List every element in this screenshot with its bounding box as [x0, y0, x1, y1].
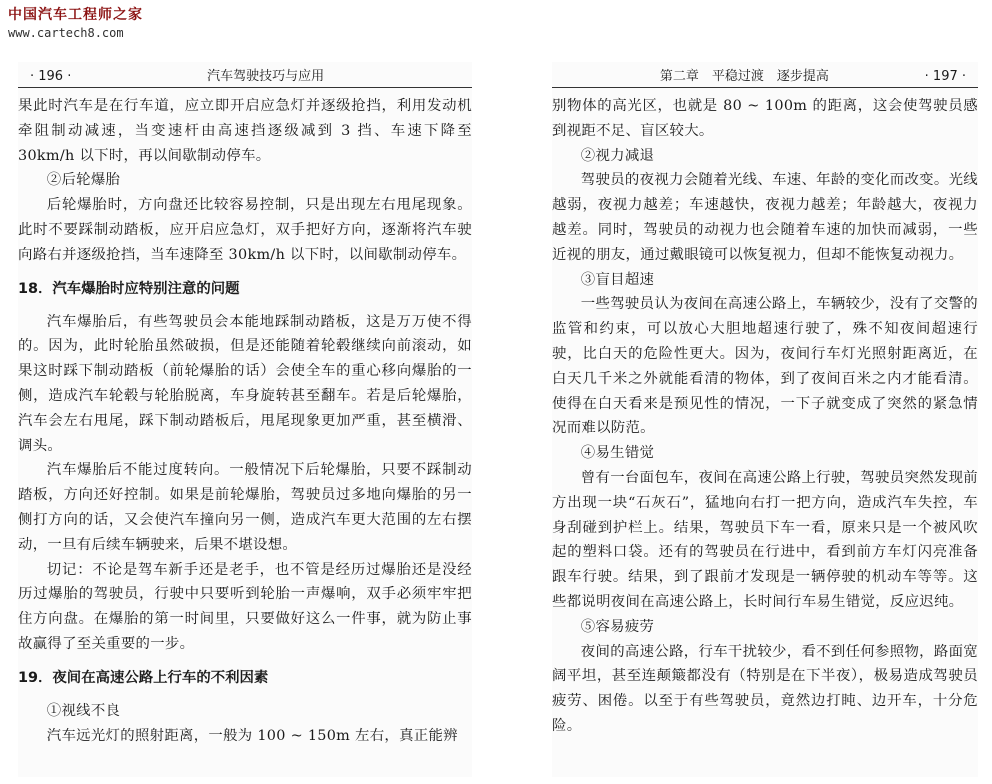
body-paragraph: 汽车爆胎后，有些驾驶员会本能地踩制动踏板，这是万万使不得的。因为，此时轮胎虽然破损，但是还能随着轮毂继续向前滚动，如果这时踩下制动踏板（前轮爆胎的话）会使全车的重心移向爆胎的一侧，造成汽车轮毂与轮胎脱离，车身旋转甚至翻车。若是后轮爆胎，汽车会左右甩尾，踩下制动踏板后，甩尾现象更加严重，甚至横滑、调头。 [18, 313, 472, 454]
body-paragraph: 汽车远光灯的照射距离，一般为 100 ~ 150m 左右，真正能辨 [46, 727, 458, 744]
right-page-body [552, 88, 978, 739]
body-paragraph: 夜间的高速公路，行车干扰较少，看不到任何参照物，路面宽阔平坦，甚至连颠簸都没有（特别是在下半夜），极易造成驾驶员疲劳、困倦。以至于有些驾驶员，竟然边打盹、边开车，十分危险。 [552, 643, 978, 734]
left-running-title: 汽车驾驶技巧与应用 [207, 69, 325, 84]
body-paragraph: 汽车爆胎后不能过度转向。一般情况下后轮爆胎，只要不踩制动踏板，方向还好控制。如果是前轮爆胎，驾驶员过多地向爆胎的另一侧打方向的话，又会使汽车撞向另一侧，造成汽车更大范围的左右摆动，一旦有后续车辆驶来，后果不堪设想。 [18, 462, 472, 553]
body-paragraph: 一些驾驶员认为夜间在高速公路上，车辆较少，没有了交警的监管和约束，可以放心大胆地超速行驶了，殊不知夜间超速行驶，比白天的危险性更大。因为，夜间行车灯光照射距离近，在白天几千米之外就能看清的物体，到了夜间百米之内才能看清。使得在白天看来是预见性的情况，一下子就变成了突然的紧急情况而难以防范。 [552, 296, 978, 437]
section-heading: 18．汽车爆胎时应特别注意的问题 [18, 280, 240, 297]
right-page [552, 62, 978, 777]
body-paragraph: 曾有一台面包车，夜间在高速公路上行驶，驾驶员突然发现前方出现一块“石灰石”，猛地向右打一把方向，造成汽车失控，车身刮碰到护栏上。结果，驾驶员下车一看，原来只是一个被风吹起的塑料口袋。还有的驾驶员在行进中，看到前方车灯闪亮准备跟车行驶。结果，到了跟前才发现是一辆停驶的机动车等等。这些都说明夜间在高速公路上，长时间行车易生错觉，反应迟纯。 [552, 469, 978, 610]
left-page-number: · 196 · [30, 69, 72, 84]
watermark-url: www.cartech8.com [8, 26, 124, 40]
body-paragraph: ①视线不良 [46, 702, 121, 719]
body-paragraph: 驾驶员的夜视力会随着光线、车速、年龄的变化而改变。光线越弱，夜视力越差；车速越快，夜视力越差；年龄越大，夜视力越差。同时，驾驶员的动视力也会随着车速的加快而减弱，一些近视的朋友，通过戴眼镜可以恢复视力，但却不能恢复动视力。 [552, 172, 978, 263]
right-page-number: · 197 · [924, 69, 966, 84]
body-paragraph: 别物体的高光区，也就是 80 ~ 100m 的距离，这会使驾驶员感到视距不足、盲区较大。 [552, 98, 978, 139]
watermark-title: 中国汽车工程师之家 [8, 7, 143, 23]
site-watermark [8, 4, 143, 40]
body-paragraph: 切记：不论是驾车新手还是老手，也不管是经历过爆胎还是没经历过爆胎的驾驶员，行驶中只要听到轮胎一声爆响，双手必须牢牢把住方向盘。在爆胎的第一时间里，只要做好这么一件事，就为防止事故赢得了至关重要的一步。 [18, 561, 472, 652]
left-page-body [18, 88, 472, 748]
body-paragraph: ③盲目超速 [580, 271, 655, 288]
body-paragraph: ⑤容易疲劳 [580, 618, 655, 635]
left-running-head [18, 62, 472, 88]
left-page [18, 62, 472, 777]
section-heading: 19．夜间在高速公路上行车的不利因素 [18, 669, 269, 686]
body-paragraph: ②视力减退 [580, 147, 655, 164]
body-paragraph: 果此时汽车是在行车道，应立即开启应急灯并逐级抢挡，利用发动机牵阻制动减速，当变速杆由高速挡逐级减到 3 挡、车速下降至 30km/h 以下时，再以间歇制动停车。 [18, 98, 472, 164]
book-gutter [472, 62, 552, 777]
body-paragraph: ④易生错觉 [580, 445, 655, 462]
body-paragraph: ②后轮爆胎 [46, 172, 121, 189]
body-paragraph: 后轮爆胎时，方向盘还比较容易控制，只是出现左右甩尾现象。此时不要踩制动踏板，应开启应急灯，双手把好方向，逐渐将汽车驶向路右并逐级抢挡，当车速降至 30km/h 以下时，以间歇制动停车。 [18, 197, 472, 263]
right-running-title: 第二章 平稳过渡 逐步提高 [659, 69, 829, 84]
right-running-head [552, 62, 978, 88]
